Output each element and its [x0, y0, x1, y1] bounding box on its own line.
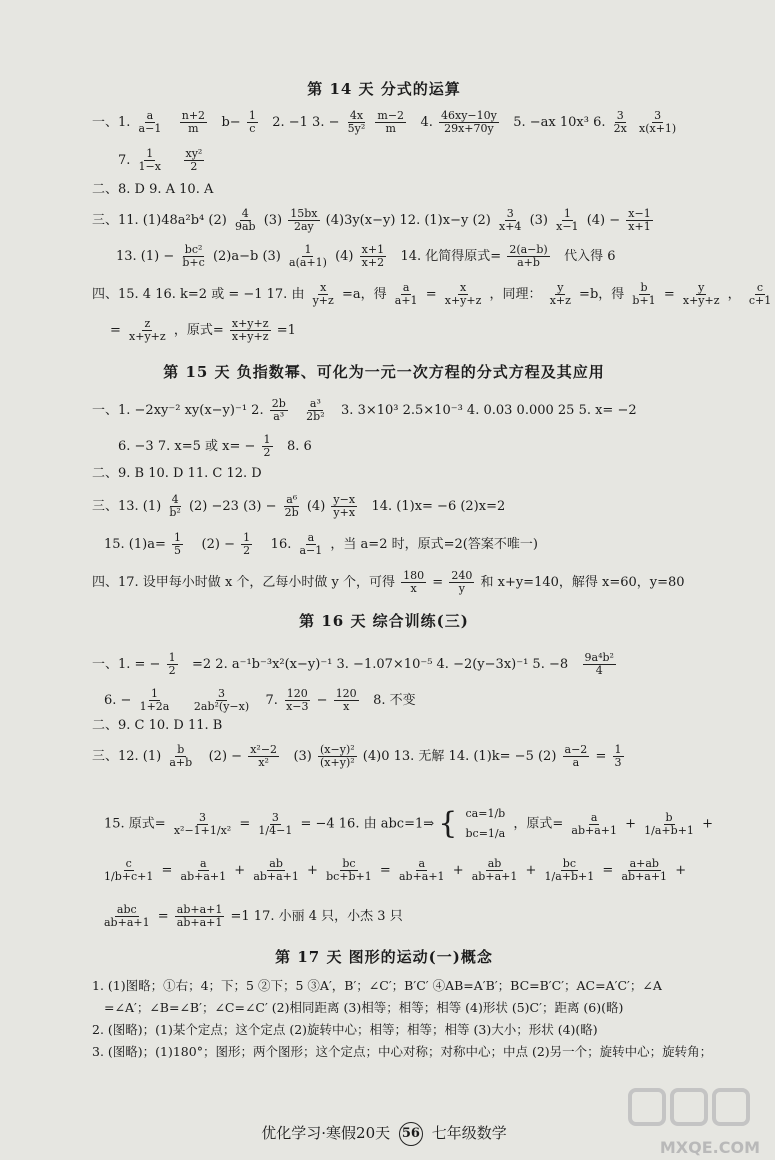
- answer-line: 13. (1) − $\frac{\text{bc²}}{b+c}$ (2)a−b (3) $\frac{1}{a(a+1)}$ (4) $\frac{x+1}{x+2}$ 14. 化简得原式= $\frac{2(a-b)}{a+b}$ 代入得 6: [116, 243, 616, 269]
- answer-line: 15. (1)a= $\frac{1}{5}$ (2) − $\frac{1}{2}$ 16. $\frac{a}{a-1}$ ，当 a=2 时，原式=2(答案不唯一): [104, 531, 538, 557]
- fraction: $\frac{3}{x(x+1)}$: [639, 109, 677, 135]
- answer-line: = $\frac{z}{x+y+z}$ ，原式= $\frac{x+y+z}{x+y+z}$ =1: [110, 317, 296, 343]
- fraction: $\frac{a}{a+1}$: [394, 281, 418, 307]
- answer-line: 二、9. B 10. D 11. C 12. D: [92, 466, 262, 481]
- section-title-day17: 第 17 天 图形的运动(一)概念: [275, 948, 493, 966]
- answer-line: 三、13. (1) $\frac{4}{\text{b²}}$ (2) −23 (3) − $\frac{\text{a⁶}}{2b}$ (4) $\frac{y-x}{y+x}$ 14. (1)x= −6 (2)x=2: [92, 493, 506, 519]
- fraction: $\frac{b}{b+1}$: [632, 281, 656, 307]
- fraction: $\frac{x-1}{x+1}$: [628, 207, 651, 233]
- fraction: $\frac{3}{x+4}$: [499, 207, 522, 233]
- fraction: $\frac{3}{1/4-1}$: [258, 810, 293, 837]
- answer-line: 四、17. 设甲每小时做 x 个，乙每小时做 y 个，可得 $\frac{180}{x}$ = $\frac{240}{y}$ 和 x+y=140，解得 x=60，y=80: [92, 569, 685, 595]
- fraction: $\frac{ab}{ab+a+1}$: [471, 857, 518, 883]
- fraction: $\frac{\text{a³}}{\text{2b²}}$: [306, 397, 325, 423]
- fraction: $\frac{ab}{ab+a+1}$: [253, 857, 299, 883]
- fraction: $\frac{1}{2}$: [263, 433, 271, 459]
- fraction: $\frac{15bx}{2ay}$: [290, 207, 318, 233]
- fraction: $\frac{x+1}{x+2}$: [361, 243, 385, 269]
- answer-line: 一、1. $\frac{a}{a-1}$ $\frac{n+2}{m}$ b− $\frac{1}{c}$ 2. −1 3. − $\frac{4x}{\text{5y²}}$ $\frac{m-2}{m}$ 4. $\frac{46xy-10y}{29x+70y}$ 5. −ax 10x³ 6. $\frac{3}{2x}$ $\frac{3}{x(x+1)}$: [92, 109, 677, 135]
- answer-line: 一、1. −2xy⁻² xy(x−y)⁻¹ 2. $\frac{2b}{\text{a³}}$ $\frac{\text{a³}}{\text{2b²}}$ 3. 3×10³ 2.5×10⁻³ 4. 0.03 0.000 25 5. x= −2: [92, 397, 637, 423]
- answer-line: $\frac{c}{1/b+c+1}$ = $\frac{a}{ab+a+1}$ + $\frac{ab}{ab+a+1}$ + $\frac{bc}{bc+b+1}$ = $\frac{a}{ab+a+1}$ + $\frac{ab}{ab+a+1}$ + $\frac{bc}{1/a+b+1}$ = $\frac{a+ab}{ab+a+1}$ +: [104, 857, 687, 883]
- answer-line: 三、12. (1) $\frac{b}{a+b}$ (2) − $\frac{\text{x²−2}}{\text{x²}}$ (3) $\frac{\text{(x−y)²}}{\text{(x+y)²}}$ (4)0 13. 无解 14. (1)k= −5 (2) $\frac{a-2}{a}$ = $\frac{1}{3}$: [92, 743, 622, 769]
- answer-line: 2. (图略)；(1)某个定点；这个定点 (2)旋转中心；相等；相等；相等 (3)大小；形状 (4)(略): [92, 1022, 598, 1037]
- fraction: $\frac{\text{(x−y)²}}{\text{(x+y)²}}$: [320, 743, 355, 769]
- fraction: $\frac{1}{5}$: [174, 531, 182, 557]
- fraction: $\frac{120}{x-3}$: [286, 687, 309, 713]
- answer-line: 一、1. = − $\frac{1}{2}$ =2 2. a⁻¹b⁻³x²(x−y)⁻¹ 3. −1.07×10⁻⁵ 4. −2(y−3x)⁻¹ 5. −8 $\frac{\text{9a⁴b²}}{4}$: [92, 651, 614, 677]
- fraction: $\frac{1}{c}$: [248, 109, 256, 135]
- fraction: $\frac{2(a-b)}{a+b}$: [509, 243, 548, 269]
- fraction: $\frac{x}{y+z}$: [312, 281, 334, 307]
- fraction: $\frac{a}{ab+a+1}$: [180, 857, 227, 883]
- grade-subject: 七年级数学: [431, 1124, 507, 1142]
- fraction: $\frac{a}{a-1}$: [138, 109, 162, 135]
- answer-line: 15. 原式= $\frac{3}{\text{x²−1+1/x²}}$ = $\frac{3}{1/4-1}$ = −4 16. 由 abc=1⇒ { ca=1/b bc=1/a ，原式= $\frac{a}{ab+a+1}$ + $\frac{b}{1/a+b+1}$ +: [104, 804, 713, 844]
- fraction: $\frac{2b}{\text{a³}}$: [271, 397, 286, 423]
- fraction: $\frac{n+2}{m}$: [181, 109, 206, 135]
- answer-line: 二、9. C 10. D 11. B: [92, 718, 223, 733]
- left-brace: {: [438, 806, 458, 841]
- section-title-day14: 第 14 天 分式的运算: [307, 80, 461, 98]
- fraction: $\frac{1}{3}$: [614, 743, 622, 769]
- answer-line: 二、8. D 9. A 10. A: [92, 182, 214, 197]
- fraction: $\frac{\text{xy²}}{2}$: [185, 147, 203, 173]
- watermark-text: MXQE.COM: [659, 1138, 760, 1157]
- brace-system: ca=1/b bc=1/a: [465, 807, 506, 840]
- fraction: $\frac{ab+a+1}{ab+a+1}$: [176, 903, 223, 929]
- fraction: $\frac{3}{\text{x²−1+1/x²}}$: [173, 810, 232, 837]
- answer-line: =∠A′；∠B=∠B′；∠C=∠C′ (2)相同距离 (3)相等；相等；相等 (4)形状 (5)C′；距离 (6)(略): [104, 1000, 624, 1015]
- answer-line: 6. −3 7. x=5 或 x= − $\frac{1}{2}$ 8. 6: [118, 433, 312, 459]
- fraction: $\frac{y}{x+z}$: [549, 281, 571, 307]
- fraction: $\frac{y-x}{y+x}$: [333, 493, 356, 519]
- answer-line: 1. (1)图略；①右；4；下；5 ②下；5 ③A′，B′；∠C′；B′C′ ④AB=A′B′；BC=B′C′；AC=A′C′；∠A: [92, 978, 662, 993]
- fraction: $\frac{\text{x²−2}}{\text{x²}}$: [250, 743, 278, 769]
- fraction: $\frac{x+y+z}{x+y+z}$: [231, 317, 269, 343]
- answer-line: 6. − $\frac{1}{1+2a}$ $\frac{3}{\text{2ab²(y−x)}}$ 7. $\frac{120}{x-3}$ − $\frac{120}{x}$ 8. 不变: [104, 687, 416, 713]
- fraction: $\frac{c}{c+1}$: [748, 281, 772, 307]
- fraction: $\frac{180}{x}$: [403, 569, 425, 595]
- fraction: abc ab+a+1: [104, 903, 150, 929]
- fraction: $\frac{a+ab}{ab+a+1}$: [621, 857, 668, 883]
- fraction: $\frac{b}{a+b}$: [169, 743, 193, 769]
- book-title: 优化学习·寒假20天: [261, 1124, 391, 1142]
- section-title-day15: 第 15 天 负指数幂、可化为一元一次方程的分式方程及其应用: [163, 363, 605, 381]
- fraction: $\frac{a-2}{a}$: [564, 743, 588, 769]
- fraction: $\frac{1}{1+2a}$: [139, 687, 170, 713]
- fraction: $\frac{a}{ab+a+1}$: [571, 810, 617, 837]
- fraction: $\frac{bc}{bc+b+1}$: [326, 857, 372, 883]
- fraction: $\frac{4x}{\text{5y²}}$: [347, 109, 366, 135]
- answer-line: 3. (图略)；(1)180°；图形；两个图形；这个定点；中心对称；对称中心；中点 (2)另一个；旋转中心；旋转角；: [92, 1044, 713, 1059]
- fraction: $\frac{1}{2}$: [243, 531, 251, 557]
- fraction: $\frac{1}{2}$: [168, 651, 176, 677]
- fraction: $\frac{4}{\text{b²}}$: [169, 493, 181, 519]
- answer-line: abc ab+a+1 = $\frac{ab+a+1}{ab+a+1}$ =1 17. 小丽 4 只，小杰 3 只: [104, 903, 403, 929]
- page-number: 56: [399, 1122, 423, 1146]
- fraction: $\frac{\text{9a⁴b²}}{4}$: [584, 651, 614, 677]
- answer-line: 三、11. (1)48a²b⁴ (2) $\frac{4}{9ab}$ (3) $\frac{15bx}{2ay}$ (4)3y(x−y) 12. (1)x−y (2) $\frac{3}{x+4}$ (3) $\frac{1}{x-1}$ (4) − $\frac{x-1}{x+1}$: [92, 207, 651, 233]
- fraction: $\frac{1}{a(a+1)}$: [289, 243, 327, 269]
- fraction: $\frac{b}{1/a+b+1}$: [644, 810, 694, 837]
- fraction: $\frac{120}{x}$: [335, 687, 357, 713]
- fraction: $\frac{y}{x+y+z}$: [682, 281, 720, 307]
- answer-line: 四、15. 4 16. k=2 或 = −1 17. 由 $\frac{x}{y+z}$ =a，得 $\frac{a}{a+1}$ = $\frac{x}{x+y+z}$ ，同理： $\frac{y}{x+z}$ =b，得 $\frac{b}{b+1}$ = $\frac{y}{x+y+z}$ ， $\frac{c}{c+1}$: [92, 281, 772, 307]
- fraction: $\frac{m-2}{m}$: [377, 109, 405, 135]
- fraction: $\frac{\text{a⁶}}{2b}$: [284, 493, 299, 519]
- fraction: $\frac{3}{\text{2ab²(y−x)}}$: [193, 687, 250, 713]
- fraction: $\frac{4}{9ab}$: [234, 207, 256, 233]
- fraction: $\frac{c}{1/b+c+1}$: [104, 857, 154, 883]
- fraction: $\frac{46xy-10y}{29x+70y}$: [441, 109, 497, 135]
- fraction: $\frac{x}{x+y+z}$: [444, 281, 482, 307]
- fraction: $\frac{\text{bc²}}{b+c}$: [182, 243, 205, 269]
- fraction: $\frac{240}{y}$: [451, 569, 473, 595]
- fraction: $\frac{1}{x-1}$: [556, 207, 579, 233]
- section-title-day16: 第 16 天 综合训练(三): [299, 612, 469, 630]
- fraction: $\frac{3}{2x}$: [613, 109, 627, 135]
- answer-line: 7. $\frac{1}{1-x}$ $\frac{\text{xy²}}{2}$: [118, 147, 203, 173]
- fraction: $\frac{a}{a-1}$: [299, 531, 323, 557]
- fraction: $\frac{z}{x+y+z}$: [129, 317, 166, 343]
- fraction: $\frac{bc}{1/a+b+1}$: [544, 857, 595, 883]
- fraction: $\frac{a}{ab+a+1}$: [398, 857, 445, 883]
- fraction: $\frac{1}{1-x}$: [138, 147, 161, 173]
